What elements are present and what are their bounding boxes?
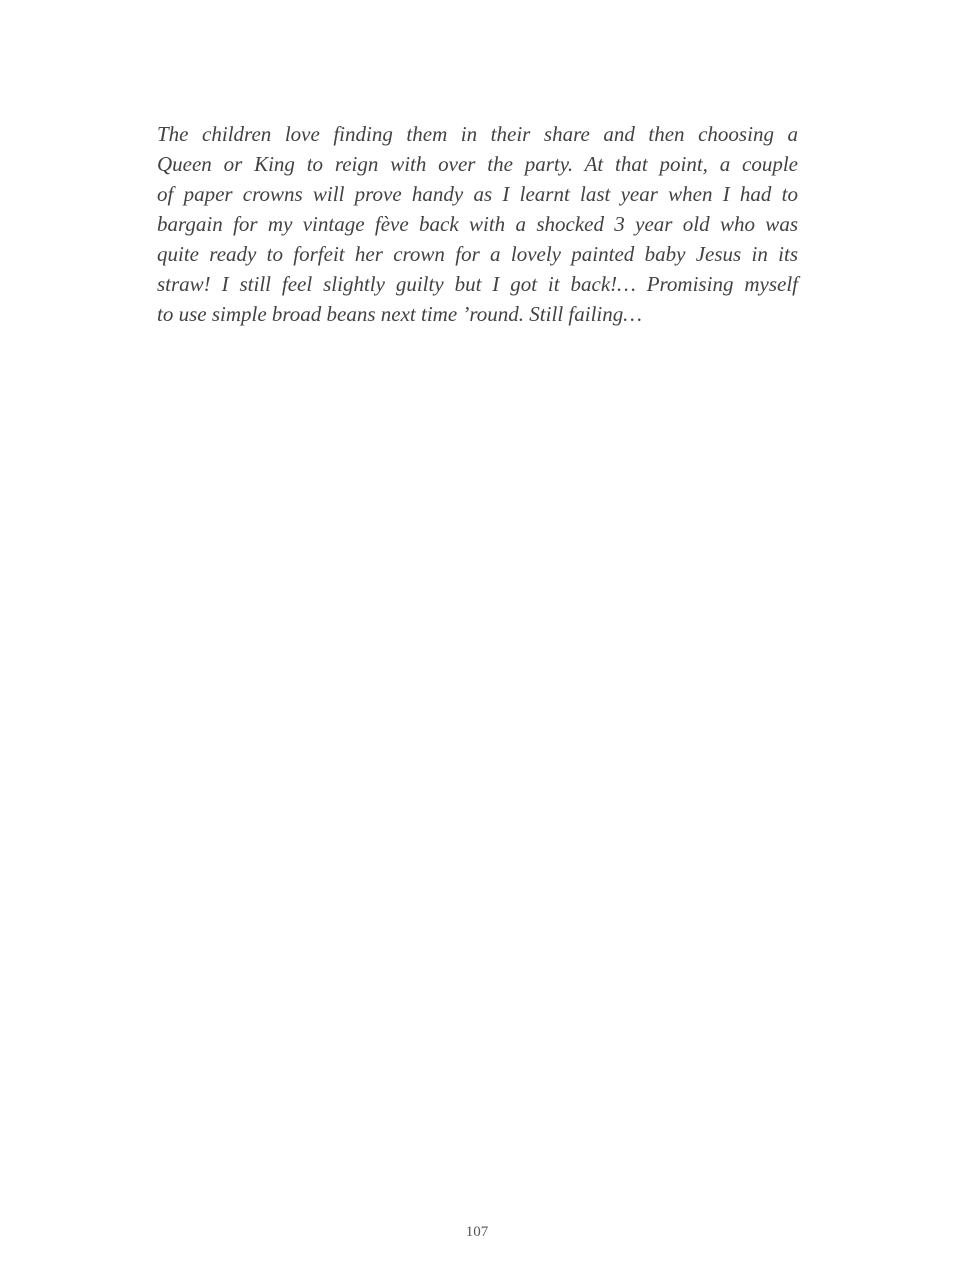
paragraph-line: The children love finding them in their share and then choosing a (157, 122, 798, 146)
body-paragraph (157, 119, 798, 329)
paragraph-line: straw! I still feel slightly guilty but I got it back!… Promising myself (157, 272, 798, 296)
paragraph-line: bargain for my vintage fève back with a shocked 3 year old who was (157, 212, 798, 236)
paragraph-line: quite ready to forfeit her crown for a lovely painted baby Jesus in its (157, 242, 798, 266)
paragraph-line: to use simple broad beans next time ’round. Still failing… (157, 302, 642, 326)
paragraph-line: Queen or King to reign with over the party. At that point, a couple (157, 152, 798, 176)
paragraph-line: of paper crowns will prove handy as I learnt last year when I had to (157, 182, 798, 206)
page-number: 107 (465, 1224, 489, 1240)
